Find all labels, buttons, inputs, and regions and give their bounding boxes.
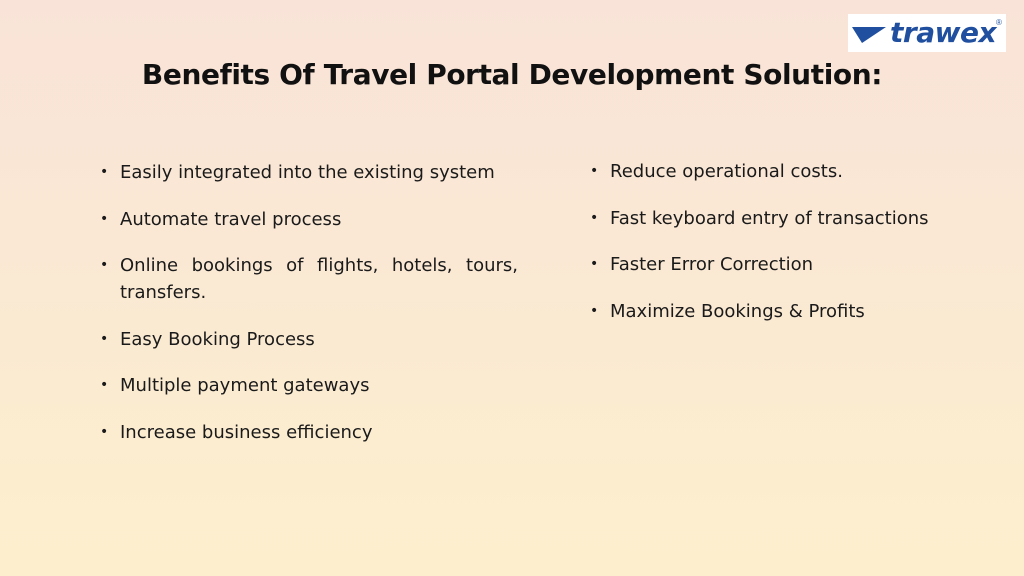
list-item-text: Increase business efficiency [120, 421, 373, 443]
list-item-text: Easy Booking Process [120, 328, 315, 350]
benefits-list-right [588, 158, 1008, 344]
list-item [588, 298, 1008, 325]
list-item-text: Fast keyboard entry of transactions [610, 207, 929, 229]
bullet-icon: • [100, 257, 109, 273]
bullet-icon: • [100, 330, 109, 347]
list-item [98, 159, 518, 186]
page-title: Benefits Of Travel Portal Development Solution: [141, 58, 883, 91]
list-item-text: Online bookings of flights, hotels, tours, transfers. [120, 255, 518, 303]
bullet-icon: • [100, 423, 109, 440]
bullet-icon: • [590, 163, 599, 179]
list-item [98, 372, 518, 399]
list-item-text: Faster Error Correction [610, 254, 814, 275]
list-item-text: Reduce operational costs. [610, 161, 843, 182]
list-item [98, 206, 518, 233]
trawex-logo [848, 14, 1006, 52]
bullet-icon: • [590, 256, 599, 272]
list-item-text: Maximize Bookings & Profits [610, 300, 865, 322]
bullet-icon: • [100, 164, 109, 180]
benefits-list-left [98, 159, 518, 465]
list-item [98, 252, 518, 306]
bullet-icon: • [590, 302, 599, 319]
list-item-text: Easily integrated into the existing system [120, 162, 495, 183]
logo-arrow-icon [852, 23, 886, 43]
logo-text: trawex [890, 16, 997, 49]
bullet-icon: • [590, 209, 599, 226]
list-item [588, 251, 1008, 278]
bullet-icon: • [100, 377, 109, 393]
list-item [588, 205, 1008, 232]
list-item [588, 158, 1008, 185]
bullet-icon: • [100, 210, 109, 227]
list-item [98, 326, 518, 353]
list-item-text: Multiple payment gateways [120, 375, 370, 396]
registered-mark: ® [996, 18, 1002, 27]
list-item-text: Automate travel process [120, 208, 342, 230]
list-item [98, 419, 518, 446]
